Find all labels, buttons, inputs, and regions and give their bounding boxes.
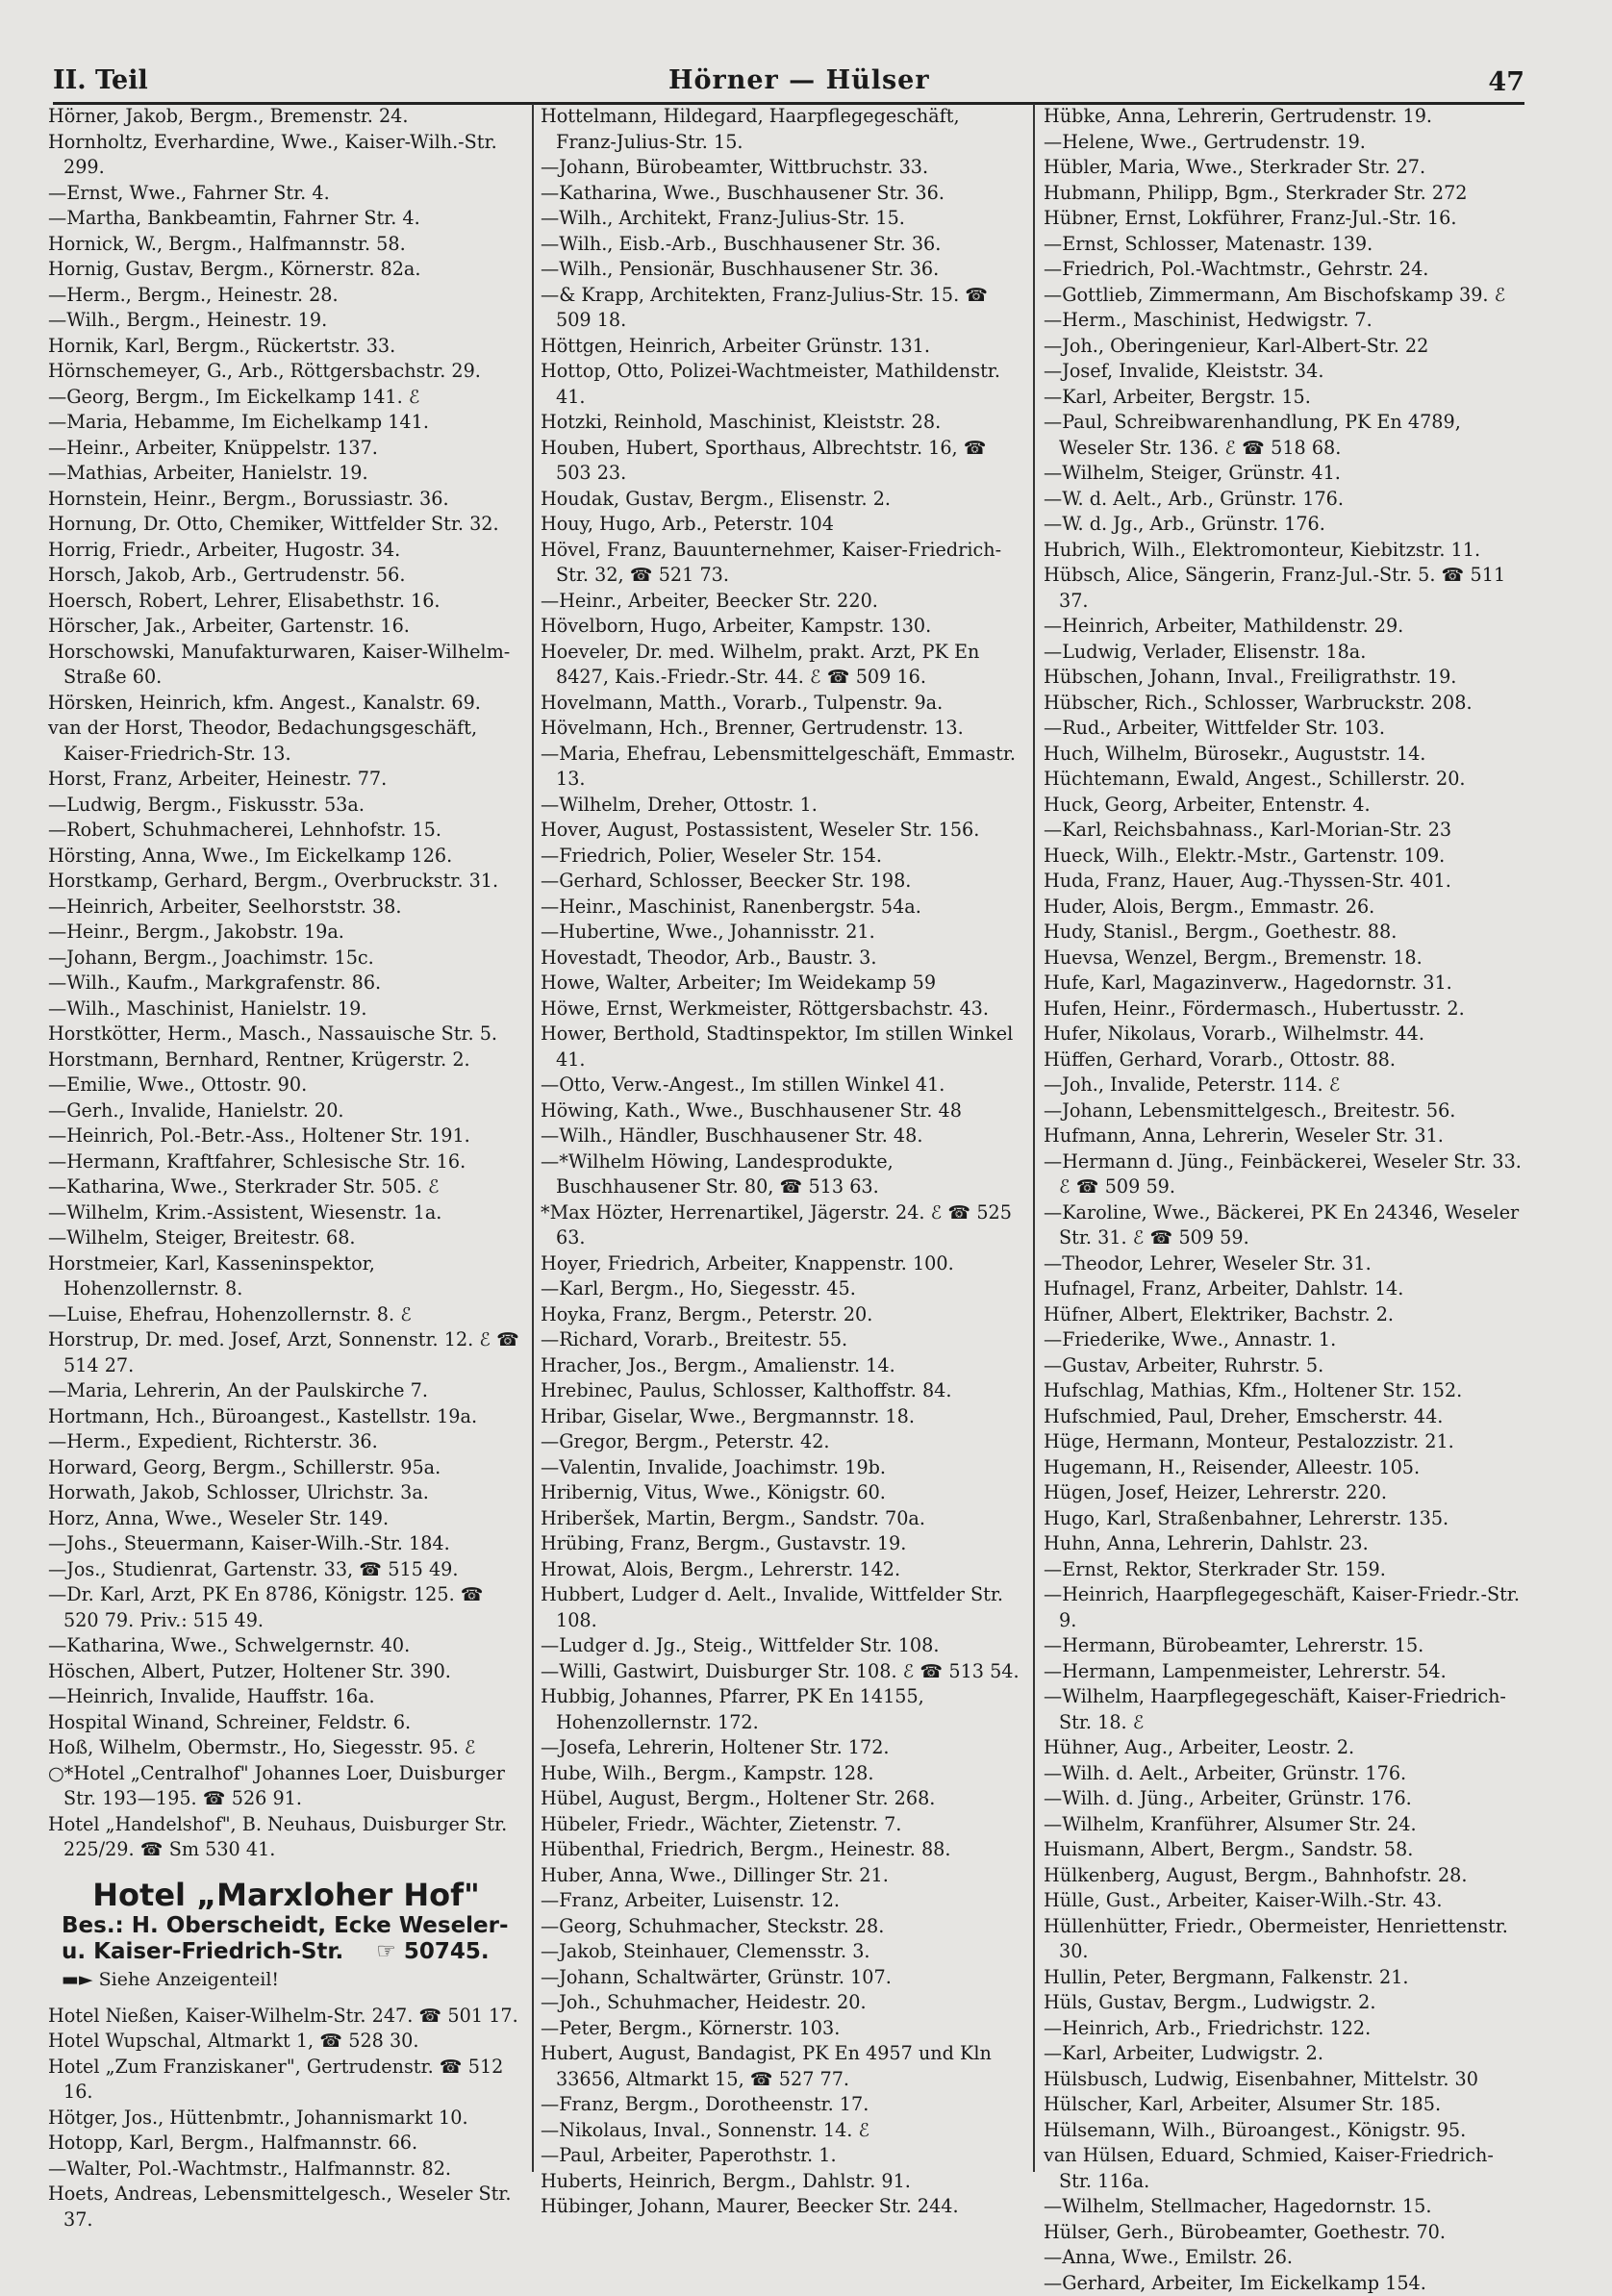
directory-entry: Hufen, Heinr., Fördermasch., Hubertusstr. 2.: [1044, 997, 1524, 1022]
directory-entry: Hudy, Stanisl., Bergm., Goethestr. 88.: [1044, 920, 1524, 946]
directory-entry: Horward, Georg, Bergm., Schillerstr. 95a.: [48, 1455, 524, 1481]
directory-entry: —Johann, Bürobeamter, Wittbruchstr. 33.: [541, 155, 1020, 181]
directory-entry: Höttgen, Heinrich, Arbeiter Grünstr. 131.: [541, 334, 1020, 360]
directory-entry: Houben, Hubert, Sporthaus, Albrechtstr. 16, ☎ 503 23.: [541, 436, 1020, 487]
directory-entry: —Gottlieb, Zimmermann, Am Bischofskamp 39. ℰ: [1044, 283, 1524, 309]
directory-entry: —Maria, Ehefrau, Lebensmittelgeschäft, Emmastr. 13.: [541, 742, 1020, 793]
directory-entry: —Johann, Bergm., Joachimstr. 15c.: [48, 946, 524, 971]
directory-entry: —Ludwig, Bergm., Fiskusstr. 53a.: [48, 793, 524, 819]
directory-entry: Hotel „Handelshof", B. Neuhaus, Duisburger Str. 225/29. ☎ Sm 530 41.: [48, 1812, 524, 1863]
directory-entry: —Herm., Maschinist, Hedwigstr. 7.: [1044, 308, 1524, 334]
directory-entry: Hubert, August, Bandagist, PK En 4957 und Kln 33656, Altmarkt 15, ☎ 527 77.: [541, 2041, 1020, 2092]
directory-entry: Hübeler, Friedr., Wächter, Zietenstr. 7.: [541, 1812, 1020, 1838]
directory-entry: —Otto, Verw.-Angest., Im stillen Winkel 41.: [541, 1072, 1020, 1098]
directory-entry: Hülkenberg, August, Bergm., Bahnhofstr. 28.: [1044, 1863, 1524, 1889]
directory-entry: Hueck, Wilh., Elektr.-Mstr., Gartenstr. 109.: [1044, 844, 1524, 870]
directory-entry: Höwing, Kath., Wwe., Buschhausener Str. 48: [541, 1098, 1020, 1124]
directory-entry: —Luise, Ehefrau, Hohenzollernstr. 8. ℰ: [48, 1302, 524, 1328]
directory-entry: —Gerhard, Schlosser, Beecker Str. 198.: [541, 869, 1020, 895]
directory-entry: Hufe, Karl, Magazinverw., Hagedornstr. 31.: [1044, 971, 1524, 997]
directory-entry: Hriberšek, Martin, Bergm., Sandstr. 70a.: [541, 1506, 1020, 1532]
directory-entry: —Friederike, Wwe., Annastr. 1.: [1044, 1327, 1524, 1353]
directory-entry: —Wilh., Eisb.-Arb., Buschhausener Str. 36.: [541, 232, 1020, 258]
directory-entry: —Wilh., Architekt, Franz-Julius-Str. 15.: [541, 206, 1020, 232]
directory-entry: —Johann, Schaltwärter, Grünstr. 107.: [541, 1965, 1020, 1991]
directory-entry: Hübenthal, Friedrich, Bergm., Heinestr. 88.: [541, 1837, 1020, 1863]
directory-entry: Hornung, Dr. Otto, Chemiker, Wittfelder Str. 32.: [48, 512, 524, 538]
directory-entry: Hubbert, Ludger d. Aelt., Invalide, Wittfelder Str. 108.: [541, 1582, 1020, 1633]
directory-entry: Hufschmied, Paul, Dreher, Emscherstr. 44.: [1044, 1404, 1524, 1430]
directory-entry: Huhn, Anna, Lehrerin, Dahlstr. 23.: [1044, 1531, 1524, 1557]
directory-entry: —Valentin, Invalide, Joachimstr. 19b.: [541, 1455, 1020, 1481]
directory-entry: Hovelmann, Matth., Vorarb., Tulpenstr. 9a.: [541, 691, 1020, 717]
directory-entry: Huch, Wilhelm, Bürosekr., Auguststr. 14.: [1044, 742, 1524, 768]
directory-entry: Hülsemann, Wilh., Büroangest., Königstr. 95.: [1044, 2118, 1524, 2144]
page-header: [53, 65, 1524, 105]
ad-title: Hotel „Marxloher Hof": [48, 1877, 524, 1913]
directory-entry: —Wilh., Pensionär, Buschhausener Str. 36.: [541, 257, 1020, 283]
directory-entry: Hugemann, H., Reisender, Alleestr. 105.: [1044, 1455, 1524, 1481]
directory-entry: —Rud., Arbeiter, Wittfelder Str. 103.: [1044, 716, 1524, 742]
directory-entry: Hühner, Aug., Arbeiter, Leostr. 2.: [1044, 1735, 1524, 1761]
directory-entry: —Wilh. d. Aelt., Arbeiter, Grünstr. 176.: [1044, 1761, 1524, 1787]
directory-entry: Hufnagel, Franz, Arbeiter, Dahlstr. 14.: [1044, 1276, 1524, 1302]
directory-entry: Hortmann, Hch., Büroangest., Kastellstr. 19a.: [48, 1404, 524, 1430]
directory-entry: Huismann, Albert, Bergm., Sandstr. 58.: [1044, 1837, 1524, 1863]
directory-entry: —Wilhelm, Kranführer, Alsumer Str. 24.: [1044, 1812, 1524, 1838]
directory-entry: —Georg, Schuhmacher, Steckstr. 28.: [541, 1914, 1020, 1940]
directory-entry: Hörnschemeyer, G., Arb., Röttgersbachstr. 29.: [48, 359, 524, 385]
column-3: [1044, 104, 1524, 2296]
directory-entry: —Willi, Gastwirt, Duisburger Str. 108. ℰ ☎ 513 54.: [541, 1659, 1020, 1685]
directory-entry: —Gerhard, Arbeiter, Im Eickelkamp 154.: [1044, 2271, 1524, 2296]
directory-entry: Hötger, Jos., Hüttenbmtr., Johannismarkt 10.: [48, 2106, 524, 2132]
directory-entry: Horst, Franz, Arbeiter, Heinestr. 77.: [48, 767, 524, 793]
directory-entry: Hübel, August, Bergm., Holtener Str. 268.: [541, 1786, 1020, 1812]
directory-entry: Hörner, Jakob, Bergm., Bremenstr. 24.: [48, 104, 524, 130]
directory-entry: —Heinrich, Arbeiter, Seelhorststr. 38.: [48, 895, 524, 921]
directory-entry: —Hermann, Bürobeamter, Lehrerstr. 15.: [1044, 1633, 1524, 1659]
directory-entry: —Wilhelm, Stellmacher, Hagedornstr. 15.: [1044, 2194, 1524, 2220]
directory-entry: —Nikolaus, Inval., Sonnenstr. 14. ℰ: [541, 2118, 1020, 2144]
directory-entry: —Wilh., Händler, Buschhausener Str. 48.: [541, 1123, 1020, 1149]
directory-entry: —Hermann, Lampenmeister, Lehrerstr. 54.: [1044, 1659, 1524, 1685]
directory-entry: —Wilh. d. Jüng., Arbeiter, Grünstr. 176.: [1044, 1786, 1524, 1812]
directory-entry: Hribernig, Vitus, Wwe., Königstr. 60.: [541, 1480, 1020, 1506]
directory-entry: Hornstein, Heinr., Bergm., Borussiastr. 36.: [48, 487, 524, 513]
directory-entry: Hornholtz, Everhardine, Wwe., Kaiser-Wilh.-Str. 299.: [48, 130, 524, 181]
directory-entry: Horstkamp, Gerhard, Bergm., Overbruckstr. 31.: [48, 869, 524, 895]
ad-address-line: [48, 1939, 524, 1965]
directory-entry: ○*Hotel „Centralhof" Johannes Loer, Duisburger Str. 193—195. ☎ 526 91.: [48, 1761, 524, 1812]
directory-entry: —Katharina, Wwe., Buschhausener Str. 36.: [541, 181, 1020, 207]
column-1: [48, 104, 524, 2233]
directory-entry: —Ernst, Rektor, Sterkrader Str. 159.: [1044, 1557, 1524, 1583]
directory-entry: Hufschlag, Mathias, Kfm., Holtener Str. 152.: [1044, 1378, 1524, 1404]
directory-entry: —Maria, Hebamme, Im Eichelkamp 141.: [48, 410, 524, 436]
directory-entry: —Wilh., Bergm., Heinestr. 19.: [48, 308, 524, 334]
directory-entry: —Josef, Invalide, Kleiststr. 34.: [1044, 359, 1524, 385]
directory-entry: Hornik, Karl, Bergm., Rückertstr. 33.: [48, 334, 524, 360]
directory-entry: Hüffen, Gerhard, Vorarb., Ottostr. 88.: [1044, 1047, 1524, 1073]
directory-entry: Hüllenhütter, Friedr., Obermeister, Henriettenstr. 30.: [1044, 1914, 1524, 1965]
directory-entry: —Wilhelm, Haarpflegegeschäft, Kaiser-Friedrich-Str. 18. ℰ: [1044, 1684, 1524, 1735]
directory-entry: Hotzki, Reinhold, Maschinist, Kleiststr. 28.: [541, 410, 1020, 436]
directory-entry: —Friedrich, Polier, Weseler Str. 154.: [541, 844, 1020, 870]
directory-entry: —Dr. Karl, Arzt, PK En 8786, Königstr. 125. ☎ 520 79. Priv.: 515 49.: [48, 1582, 524, 1633]
directory-entry: Hülsbusch, Ludwig, Eisenbahner, Mittelstr. 30: [1044, 2067, 1524, 2093]
directory-entry: —Wilhelm, Steiger, Breitestr. 68.: [48, 1225, 524, 1251]
running-title: Hörner — Hülser: [668, 65, 930, 95]
directory-entry: Hrebinec, Paulus, Schlosser, Kalthoffstr. 84.: [541, 1378, 1020, 1404]
directory-entry: —Jos., Studienrat, Gartenstr. 33, ☎ 515 49.: [48, 1557, 524, 1583]
directory-entry: —Wilhelm, Dreher, Ottostr. 1.: [541, 793, 1020, 819]
directory-entry: —Theodor, Lehrer, Weseler Str. 31.: [1044, 1251, 1524, 1277]
directory-entry: —Georg, Bergm., Im Eickelkamp 141. ℰ: [48, 385, 524, 411]
directory-entry: —Johann, Lebensmittelgesch., Breitestr. 56.: [1044, 1098, 1524, 1124]
directory-entry: Hübscher, Rich., Schlosser, Warbruckstr. 208.: [1044, 691, 1524, 717]
directory-entry: Horschowski, Manufakturwaren, Kaiser-Wilhelm-Straße 60.: [48, 640, 524, 691]
directory-entry: Huber, Anna, Wwe., Dillinger Str. 21.: [541, 1863, 1020, 1889]
page-number: 47: [1488, 67, 1524, 97]
directory-entry: Hugo, Karl, Straßenbahner, Lehrerstr. 135.: [1044, 1506, 1524, 1532]
directory-entry: —Franz, Arbeiter, Luisenstr. 12.: [541, 1888, 1020, 1914]
directory-entry: Hrübing, Franz, Bergm., Gustavstr. 19.: [541, 1531, 1020, 1557]
directory-entry: Hover, August, Postassistent, Weseler Str. 156.: [541, 818, 1020, 844]
directory-entry: Huda, Franz, Hauer, Aug.-Thyssen-Str. 401.: [1044, 869, 1524, 895]
entries-group: [48, 2004, 524, 2233]
directory-entry: —Ludger d. Jg., Steig., Wittfelder Str. 108.: [541, 1633, 1020, 1659]
directory-entry: Hotel „Zum Franziskaner", Gertrudenstr. ☎ 512 16.: [48, 2055, 524, 2106]
directory-entry: —Karl, Arbeiter, Bergstr. 15.: [1044, 385, 1524, 411]
ad-owner-line: Bes.: H. Oberscheidt, Ecke Weseler-: [48, 1913, 524, 1939]
directory-entry: —Paul, Arbeiter, Paperothstr. 1.: [541, 2143, 1020, 2169]
directory-entry: Huder, Alois, Bergm., Emmastr. 26.: [1044, 895, 1524, 921]
directory-entry: —Maria, Lehrerin, An der Paulskirche 7.: [48, 1378, 524, 1404]
directory-entry: Hullin, Peter, Bergmann, Falkenstr. 21.: [1044, 1965, 1524, 1991]
directory-entry: —Karl, Reichsbahnass., Karl-Morian-Str. 23: [1044, 818, 1524, 844]
column-2: [541, 104, 1020, 2220]
directory-entry: —Paul, Schreibwarenhandlung, PK En 4789, Weseler Str. 136. ℰ ☎ 518 68.: [1044, 410, 1524, 461]
directory-entry: Hülscher, Karl, Arbeiter, Alsumer Str. 185.: [1044, 2092, 1524, 2118]
directory-entry: Hotopp, Karl, Bergm., Halfmannstr. 66.: [48, 2131, 524, 2157]
directory-entry: van der Horst, Theodor, Bedachungsgeschäft, Kaiser-Friedrich-Str. 13.: [48, 716, 524, 767]
directory-entry: Hower, Berthold, Stadtinspektor, Im stillen Winkel 41.: [541, 1022, 1020, 1072]
directory-entry: —Karl, Bergm., Ho, Siegesstr. 45.: [541, 1276, 1020, 1302]
directory-entry: Hövelborn, Hugo, Arbeiter, Kampstr. 130.: [541, 614, 1020, 640]
directory-entry: Hufer, Nikolaus, Vorarb., Wilhelmstr. 44.: [1044, 1022, 1524, 1047]
directory-entry: *Max Hözter, Herrenartikel, Jägerstr. 24. ℰ ☎ 525 63.: [541, 1200, 1020, 1251]
directory-entry: —Martha, Bankbeamtin, Fahrner Str. 4.: [48, 206, 524, 232]
directory-entry: Hörsting, Anna, Wwe., Im Eickelkamp 126.: [48, 844, 524, 870]
directory-entry: —Heinrich, Arb., Friedrichstr. 122.: [1044, 2016, 1524, 2042]
directory-entry: Huck, Georg, Arbeiter, Entenstr. 4.: [1044, 793, 1524, 819]
directory-entry: Horsch, Jakob, Arb., Gertrudenstr. 56.: [48, 563, 524, 589]
directory-entry: Hornick, W., Bergm., Halfmannstr. 58.: [48, 232, 524, 258]
directory-entry: Hülser, Gerh., Bürobeamter, Goethestr. 70.: [1044, 2220, 1524, 2246]
directory-entry: —Heinr., Maschinist, Ranenbergstr. 54a.: [541, 895, 1020, 921]
directory-entry: Horwath, Jakob, Schlosser, Ulrichstr. 3a.: [48, 1480, 524, 1506]
directory-entry: Hubbig, Johannes, Pfarrer, PK En 14155, Hohenzollernstr. 172.: [541, 1684, 1020, 1735]
directory-entry: —Herm., Expedient, Richterstr. 36.: [48, 1429, 524, 1455]
directory-entry: Hüge, Hermann, Monteur, Pestalozzistr. 21.: [1044, 1429, 1524, 1455]
directory-entry: —Heinrich, Pol.-Betr.-Ass., Holtener Str. 191.: [48, 1123, 524, 1149]
directory-entry: —Joh., Invalide, Peterstr. 114. ℰ: [1044, 1072, 1524, 1098]
directory-entry: Hoets, Andreas, Lebensmittelgesch., Weseler Str. 37.: [48, 2182, 524, 2233]
directory-entry: Hoersch, Robert, Lehrer, Elisabethstr. 16.: [48, 589, 524, 615]
directory-entry: —Heinrich, Haarpflegegeschäft, Kaiser-Friedr.-Str. 9.: [1044, 1582, 1524, 1633]
directory-entry: —Friedrich, Pol.-Wachtmstr., Gehrstr. 24.: [1044, 257, 1524, 283]
directory-entry: Hövel, Franz, Bauunternehmer, Kaiser-Friedrich-Str. 32, ☎ 521 73.: [541, 538, 1020, 589]
directory-entry: —Peter, Bergm., Körnerstr. 103.: [541, 2016, 1020, 2042]
directory-entry: Hübschen, Johann, Inval., Freiligrathstr. 19.: [1044, 665, 1524, 691]
directory-entry: Hovestadt, Theodor, Arb., Baustr. 3.: [541, 946, 1020, 971]
directory-entry: —Helene, Wwe., Gertrudenstr. 19.: [1044, 130, 1524, 156]
directory-entry: —*Wilhelm Höwing, Landesprodukte, Buschhausener Str. 80, ☎ 513 63.: [541, 1149, 1020, 1200]
directory-entry: Hotel Wupschal, Altmarkt 1, ☎ 528 30.: [48, 2029, 524, 2055]
directory-entry: Hubmann, Philipp, Bgm., Sterkrader Str. 272: [1044, 181, 1524, 207]
directory-entry: Höschen, Albert, Putzer, Holtener Str. 390.: [48, 1659, 524, 1685]
directory-entry: —Johs., Steuermann, Kaiser-Wilh.-Str. 184.: [48, 1531, 524, 1557]
directory-entry: —Heinrich, Arbeiter, Mathildenstr. 29.: [1044, 614, 1524, 640]
directory-entry: Horstmann, Bernhard, Rentner, Krügerstr. 2.: [48, 1047, 524, 1073]
directory-entry: —Ludwig, Verlader, Elisenstr. 18a.: [1044, 640, 1524, 666]
directory-entry: Horstkötter, Herm., Masch., Nassauische Str. 5.: [48, 1022, 524, 1047]
part-label: II. Teil: [53, 65, 148, 95]
directory-entry: Hübsch, Alice, Sängerin, Franz-Jul.-Str. 5. ☎ 511 37.: [1044, 563, 1524, 614]
directory-entry: —Joh., Schuhmacher, Heidestr. 20.: [541, 1990, 1020, 2016]
directory-entry: Hüls, Gustav, Bergm., Ludwigstr. 2.: [1044, 1990, 1524, 2016]
directory-entry: —Heinrich, Invalide, Hauffstr. 16a.: [48, 1684, 524, 1710]
directory-entry: Hoeveler, Dr. med. Wilhelm, prakt. Arzt, PK En 8427, Kais.-Friedr.-Str. 44. ℰ ☎ 509 16.: [541, 640, 1020, 691]
directory-entry: Hübler, Maria, Wwe., Sterkrader Str. 27.: [1044, 155, 1524, 181]
directory-entry: —Herm., Bergm., Heinestr. 28.: [48, 283, 524, 309]
directory-entry: —Gerh., Invalide, Hanielstr. 20.: [48, 1098, 524, 1124]
ad-note: ▬► Siehe Anzeigenteil!: [48, 1965, 524, 1994]
directory-entry: Huberts, Heinrich, Bergm., Dahlstr. 91.: [541, 2169, 1020, 2195]
directory-entry: Hornig, Gustav, Bergm., Körnerstr. 82a.: [48, 257, 524, 283]
directory-entry: Hüfner, Albert, Elektriker, Bachstr. 2.: [1044, 1302, 1524, 1328]
ad-address: u. Kaiser-Friedrich-Str.: [62, 1939, 343, 1964]
directory-entry: Hracher, Jos., Bergm., Amalienstr. 14.: [541, 1353, 1020, 1379]
directory-entry: Hrowat, Alois, Bergm., Lehrerstr. 142.: [541, 1557, 1020, 1583]
directory-entry: —Joh., Oberingenieur, Karl-Albert-Str. 22: [1044, 334, 1524, 360]
directory-entry: —Katharina, Wwe., Sterkrader Str. 505. ℰ: [48, 1174, 524, 1200]
directory-entry: Horz, Anna, Wwe., Weseler Str. 149.: [48, 1506, 524, 1532]
directory-entry: Horrig, Friedr., Arbeiter, Hugostr. 34.: [48, 538, 524, 564]
directory-entry: Hospital Winand, Schreiner, Feldstr. 6.: [48, 1710, 524, 1736]
directory-entry: Hottop, Otto, Polizei-Wachtmeister, Mathildenstr. 41.: [541, 359, 1020, 410]
directory-entry: —Wilh., Maschinist, Hanielstr. 19.: [48, 997, 524, 1022]
directory-entry: Hüchtemann, Ewald, Angest., Schillerstr. 20.: [1044, 767, 1524, 793]
directory-entry: —Karoline, Wwe., Bäckerei, PK En 24346, Weseler Str. 31. ℰ ☎ 509 59.: [1044, 1200, 1524, 1251]
directory-entry: —Jakob, Steinhauer, Clemensstr. 3.: [541, 1939, 1020, 1965]
directory-entry: Hubrich, Wilh., Elektromonteur, Kiebitzstr. 11.: [1044, 538, 1524, 564]
directory-entry: —& Krapp, Architekten, Franz-Julius-Str. 15. ☎ 509 18.: [541, 283, 1020, 334]
directory-entry: Hübinger, Johann, Maurer, Beecker Str. 244.: [541, 2194, 1020, 2220]
directory-entry: —Wilh., Kaufm., Markgrafenstr. 86.: [48, 971, 524, 997]
directory-entry: Hörsken, Heinrich, kfm. Angest., Kanalstr. 69.: [48, 691, 524, 717]
directory-entry: Hörscher, Jak., Arbeiter, Gartenstr. 16.: [48, 614, 524, 640]
directory-entry: Hoyka, Franz, Bergm., Peterstr. 20.: [541, 1302, 1020, 1328]
directory-entry: Hübner, Ernst, Lokführer, Franz-Jul.-Str. 16.: [1044, 206, 1524, 232]
directory-entry: Howe, Walter, Arbeiter; Im Weidekamp 59: [541, 971, 1020, 997]
ad-phone: 50745.: [404, 1939, 490, 1964]
directory-entry: —Hubertine, Wwe., Johannisstr. 21.: [541, 920, 1020, 946]
directory-entry: Höwe, Ernst, Werkmeister, Röttgersbachstr. 43.: [541, 997, 1020, 1022]
column-divider: [532, 104, 534, 2172]
directory-entry: Hotel Nießen, Kaiser-Wilhelm-Str. 247. ☎ 501 17.: [48, 2004, 524, 2030]
directory-entry: —Katharina, Wwe., Schwelgernstr. 40.: [48, 1633, 524, 1659]
directory-entry: —Gustav, Arbeiter, Ruhrstr. 5.: [1044, 1353, 1524, 1379]
directory-entry: Horstmeier, Karl, Kasseninspektor, Hohenzollernstr. 8.: [48, 1251, 524, 1302]
directory-entry: —Ernst, Wwe., Fahrner Str. 4.: [48, 181, 524, 207]
directory-entry: —Hermann, Kraftfahrer, Schlesische Str. 16.: [48, 1149, 524, 1175]
entries-group: [48, 104, 524, 1863]
directory-entry: Hülle, Gust., Arbeiter, Kaiser-Wilh.-Str. 43.: [1044, 1888, 1524, 1914]
directory-entry: —Mathias, Arbeiter, Hanielstr. 19.: [48, 461, 524, 487]
directory-entry: Hoß, Wilhelm, Obermstr., Ho, Siegesstr. 95. ℰ: [48, 1735, 524, 1761]
pointing-hand-icon: ☞: [376, 1939, 396, 1964]
directory-entry: Hottelmann, Hildegard, Haarpflegegeschäft, Franz-Julius-Str. 15.: [541, 104, 1020, 155]
directory-entry: Huevsa, Wenzel, Bergm., Bremenstr. 18.: [1044, 946, 1524, 971]
directory-entry: Hube, Wilh., Bergm., Kampstr. 128.: [541, 1761, 1020, 1787]
directory-entry: Hövelmann, Hch., Brenner, Gertrudenstr. 13.: [541, 716, 1020, 742]
directory-entry: —Heinr., Arbeiter, Beecker Str. 220.: [541, 589, 1020, 615]
ad-note-text: Siehe Anzeigenteil!: [99, 1969, 279, 1990]
hotel-advertisement: [48, 1877, 524, 1994]
directory-entry: —Karl, Arbeiter, Ludwigstr. 2.: [1044, 2041, 1524, 2067]
directory-entry: —Hermann d. Jüng., Feinbäckerei, Weseler Str. 33. ℰ ☎ 509 59.: [1044, 1149, 1524, 1200]
directory-entry: —Heinr., Bergm., Jakobstr. 19a.: [48, 920, 524, 946]
directory-entry: —Richard, Vorarb., Breitestr. 55.: [541, 1327, 1020, 1353]
directory-entry: —W. d. Jg., Arb., Grünstr. 176.: [1044, 512, 1524, 538]
directory-entry: —Wilhelm, Steiger, Grünstr. 41.: [1044, 461, 1524, 487]
column-divider: [1033, 104, 1035, 2172]
directory-entry: —Heinr., Arbeiter, Knüppelstr. 137.: [48, 436, 524, 462]
directory-entry: Houdak, Gustav, Bergm., Elisenstr. 2.: [541, 487, 1020, 513]
directory-entry: van Hülsen, Eduard, Schmied, Kaiser-Friedrich-Str. 116a.: [1044, 2143, 1524, 2194]
directory-entry: —Ernst, Schlosser, Matenastr. 139.: [1044, 232, 1524, 258]
directory-entry: Hoyer, Friedrich, Arbeiter, Knappenstr. 100.: [541, 1251, 1020, 1277]
directory-entry: —Gregor, Bergm., Peterstr. 42.: [541, 1429, 1020, 1455]
directory-entry: —Robert, Schuhmacherei, Lehnhofstr. 15.: [48, 818, 524, 844]
directory-entry: —Josefa, Lehrerin, Holtener Str. 172.: [541, 1735, 1020, 1761]
directory-entry: Houy, Hugo, Arb., Peterstr. 104: [541, 512, 1020, 538]
directory-entry: —Anna, Wwe., Emilstr. 26.: [1044, 2245, 1524, 2271]
directory-entry: —Walter, Pol.-Wachtmstr., Halfmannstr. 82.: [48, 2157, 524, 2182]
directory-entry: —Emilie, Wwe., Ottostr. 90.: [48, 1072, 524, 1098]
directory-entry: Hribar, Giselar, Wwe., Bergmannstr. 18.: [541, 1404, 1020, 1430]
directory-entry: Hügen, Josef, Heizer, Lehrerstr. 220.: [1044, 1480, 1524, 1506]
directory-entry: Hübke, Anna, Lehrerin, Gertrudenstr. 19.: [1044, 104, 1524, 130]
directory-entry: —Franz, Bergm., Dorotheenstr. 17.: [541, 2092, 1020, 2118]
directory-entry: —Wilhelm, Krim.-Assistent, Wiesenstr. 1a.: [48, 1200, 524, 1226]
directory-entry: —W. d. Aelt., Arb., Grünstr. 176.: [1044, 487, 1524, 513]
directory-entry: Hufmann, Anna, Lehrerin, Weseler Str. 31.: [1044, 1123, 1524, 1149]
directory-entry: Horstrup, Dr. med. Josef, Arzt, Sonnenstr. 12. ℰ ☎ 514 27.: [48, 1327, 524, 1378]
